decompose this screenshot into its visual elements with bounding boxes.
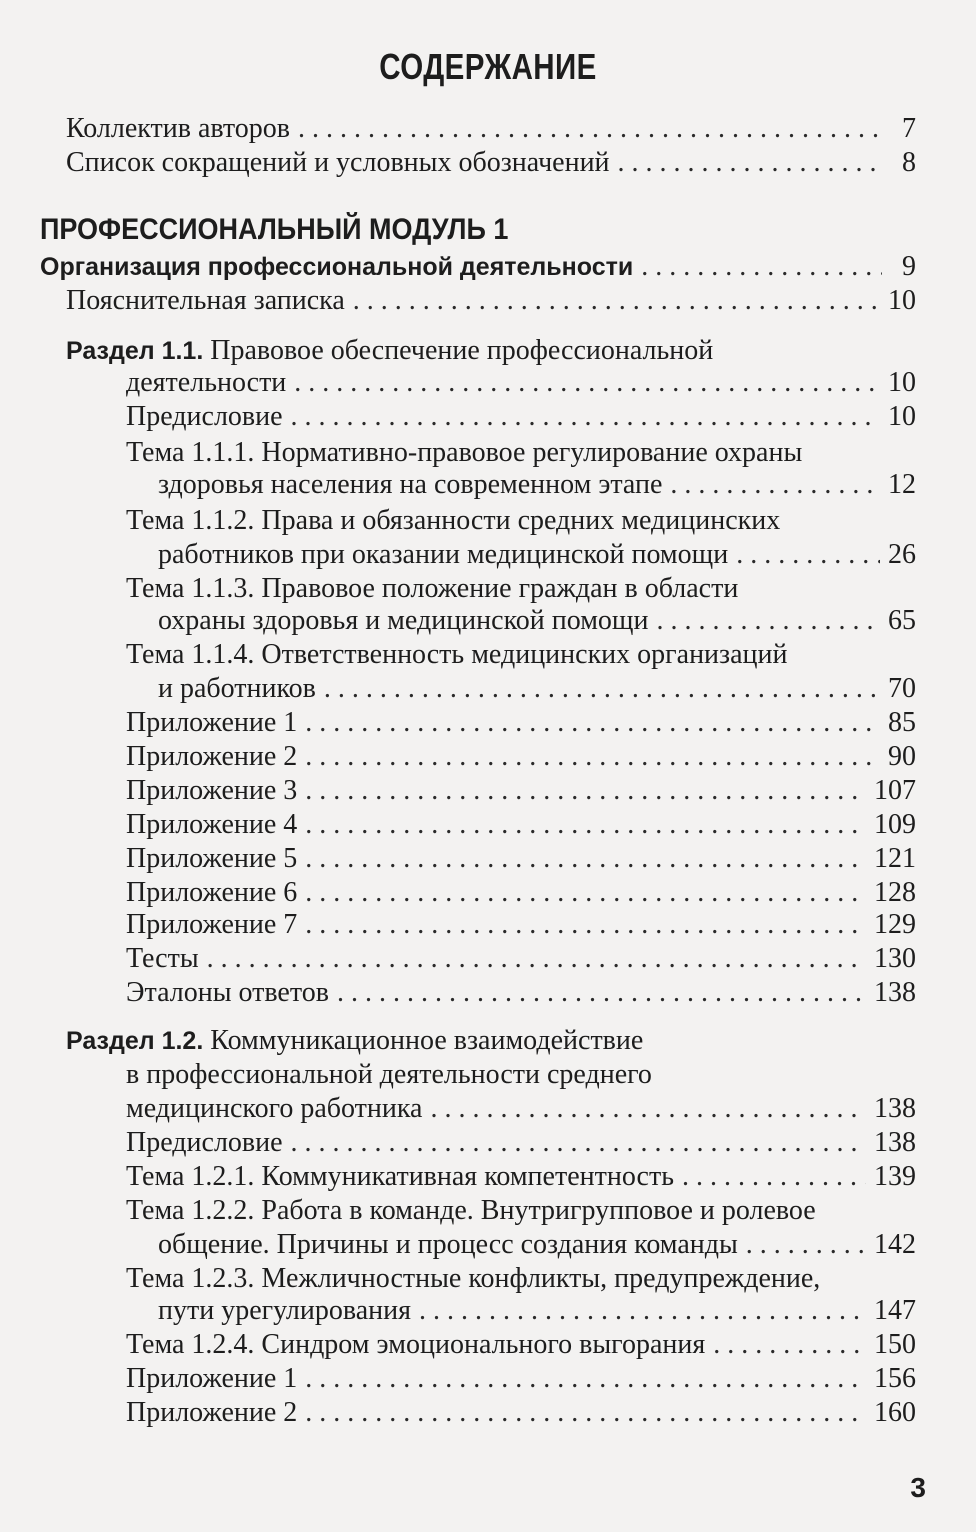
entry-text: работников при оказании медицинской помощи — [158, 539, 729, 570]
entry-page: 70 — [888, 673, 916, 704]
toc-entry — [126, 400, 916, 434]
entry-page: 8 — [902, 147, 916, 178]
entry-text: Тема 1.1.4. Ответственность медицинских организаций — [126, 639, 788, 670]
module-subtitle: Организация профессиональной деятельности — [40, 253, 634, 281]
page-number: 3 — [910, 1472, 926, 1503]
section-title: Правовое обеспечение профессиональной — [210, 335, 714, 366]
leader-dots — [305, 808, 866, 842]
leader-dots — [291, 400, 880, 434]
entry-page: 138 — [874, 1093, 916, 1124]
entry-text: Приложение 3 — [126, 775, 298, 806]
toc-entry — [126, 740, 916, 774]
entry-page: 129 — [874, 909, 916, 940]
leader-dots — [713, 1328, 866, 1362]
section-heading — [66, 1024, 643, 1058]
leader-dots — [670, 468, 880, 502]
leader-dots — [305, 842, 866, 876]
entry-text: Тема 1.2.3. Межличностные конфликты, предупреждение, — [126, 1263, 821, 1294]
toc-entry — [66, 284, 916, 318]
entry-page: 9 — [902, 251, 916, 282]
toc-entry — [126, 706, 916, 740]
leader-dots — [305, 740, 880, 774]
entry-text: Приложение 2 — [126, 741, 298, 772]
entry-text: деятельности — [126, 367, 287, 398]
entry-page: 138 — [874, 977, 916, 1008]
entry-page: 109 — [874, 809, 916, 840]
toc-entry — [126, 366, 916, 400]
toc-entry — [126, 1092, 916, 1126]
toc-entry — [126, 808, 916, 842]
toc-entry — [158, 1294, 916, 1328]
toc-entry — [126, 1362, 916, 1396]
entry-page: 10 — [888, 367, 916, 398]
entry-text: Приложение 7 — [126, 909, 298, 940]
leader-dots — [324, 672, 880, 706]
toc-entry — [126, 876, 916, 910]
entry-page: 138 — [874, 1127, 916, 1158]
entry-page: 142 — [874, 1229, 916, 1260]
entry-text: Приложение 5 — [126, 843, 298, 874]
toc-entry — [126, 1160, 916, 1194]
entry-text: Приложение 1 — [126, 1363, 298, 1394]
entry-page: 121 — [874, 843, 916, 874]
toc-entry — [66, 112, 916, 146]
leader-dots — [682, 1160, 866, 1194]
leader-dots — [294, 366, 880, 400]
leader-dots — [305, 1396, 866, 1430]
entry-text: Тема 1.2.4. Синдром эмоционального выгорания — [126, 1329, 706, 1360]
section-label: Раздел 1.2. — [66, 1027, 204, 1055]
leader-dots — [305, 706, 880, 740]
entry-page: 150 — [874, 1329, 916, 1360]
toc-entry — [126, 774, 916, 808]
leader-dots — [641, 250, 882, 284]
leader-dots — [337, 976, 866, 1010]
entry-text: Предисловие — [126, 1127, 283, 1158]
toc-entry — [158, 604, 916, 638]
leader-dots — [305, 908, 866, 942]
entry-page: 85 — [888, 707, 916, 738]
entry-text: Предисловие — [126, 401, 283, 432]
leader-dots — [207, 942, 866, 976]
entry-text: Тема 1.1.3. Правовое положение граждан в области — [126, 573, 739, 604]
entry-text: медицинского работника — [126, 1093, 423, 1124]
entry-text: Список сокращений и условных обозначений — [66, 147, 610, 178]
entry-text: общение. Причины и процесс создания команды — [158, 1229, 738, 1260]
leader-dots — [353, 284, 880, 318]
entry-page: 156 — [874, 1363, 916, 1394]
entry-page: 139 — [874, 1161, 916, 1192]
toc-entry — [126, 1126, 916, 1160]
toc-entry — [40, 250, 916, 284]
entry-text: Тесты — [126, 943, 199, 974]
leader-dots — [298, 112, 882, 146]
leader-dots — [656, 604, 880, 638]
toc-entry — [126, 1396, 916, 1430]
entry-page: 107 — [874, 775, 916, 806]
toc-entry — [126, 942, 916, 976]
leader-dots — [305, 1362, 866, 1396]
toc-entry — [126, 1328, 916, 1362]
module-heading: ПРОФЕССИОНАЛЬНЫЙ МОДУЛЬ 1 — [40, 213, 509, 246]
entry-page: 130 — [874, 943, 916, 974]
toc-entry — [158, 538, 916, 572]
entry-page: 10 — [888, 285, 916, 316]
entry-text: Эталоны ответов — [126, 977, 329, 1008]
entry-text: здоровья населения на современном этапе — [158, 469, 663, 500]
entry-page: 10 — [888, 401, 916, 432]
entry-text: Приложение 2 — [126, 1397, 298, 1428]
section-title: Коммуникационное взаимодействие — [210, 1025, 644, 1056]
leader-dots — [305, 876, 866, 910]
entry-text: Приложение 1 — [126, 707, 298, 738]
leader-dots — [736, 538, 880, 572]
entry-text: Коллектив авторов — [66, 113, 290, 144]
entry-page: 26 — [888, 539, 916, 570]
toc-entry — [126, 976, 916, 1010]
toc-entry — [126, 908, 916, 942]
entry-page: 12 — [888, 469, 916, 500]
section-label: Раздел 1.1. — [66, 337, 204, 365]
leader-dots — [618, 146, 882, 180]
leader-dots — [305, 774, 866, 808]
entry-text: Приложение 6 — [126, 877, 298, 908]
toc-entry — [126, 842, 916, 876]
leader-dots — [746, 1228, 866, 1262]
entry-page: 7 — [902, 113, 916, 144]
section-heading — [66, 334, 713, 368]
toc-entry — [66, 146, 916, 180]
entry-text: Тема 1.1.2. Права и обязанности средних медицинских — [126, 505, 781, 536]
entry-page: 65 — [888, 605, 916, 636]
page-title: СОДЕРЖАНИЕ — [379, 46, 597, 87]
entry-text: пути урегулирования — [158, 1295, 411, 1326]
toc-entry — [158, 468, 916, 502]
entry-text: Приложение 4 — [126, 809, 298, 840]
entry-text: Тема 1.2.2. Работа в команде. Внутригрупповое и ролевое — [126, 1195, 816, 1226]
entry-page: 147 — [874, 1295, 916, 1326]
leader-dots — [291, 1126, 866, 1160]
entry-text: Пояснительная записка — [66, 285, 345, 316]
entry-text: Тема 1.1.1. Нормативно-правовое регулирование охраны — [126, 437, 803, 468]
toc-entry — [158, 1228, 916, 1262]
entry-text: и работников — [158, 673, 316, 704]
entry-page: 90 — [888, 741, 916, 772]
entry-page: 160 — [874, 1397, 916, 1428]
toc-entry — [158, 672, 916, 706]
entry-text: охраны здоровья и медицинской помощи — [158, 605, 649, 636]
leader-dots — [430, 1092, 866, 1126]
section-title-line: в профессиональной деятельности среднего — [126, 1059, 652, 1090]
entry-page: 128 — [874, 877, 916, 908]
entry-text: Тема 1.2.1. Коммуникативная компетентность — [126, 1161, 674, 1192]
leader-dots — [419, 1294, 866, 1328]
